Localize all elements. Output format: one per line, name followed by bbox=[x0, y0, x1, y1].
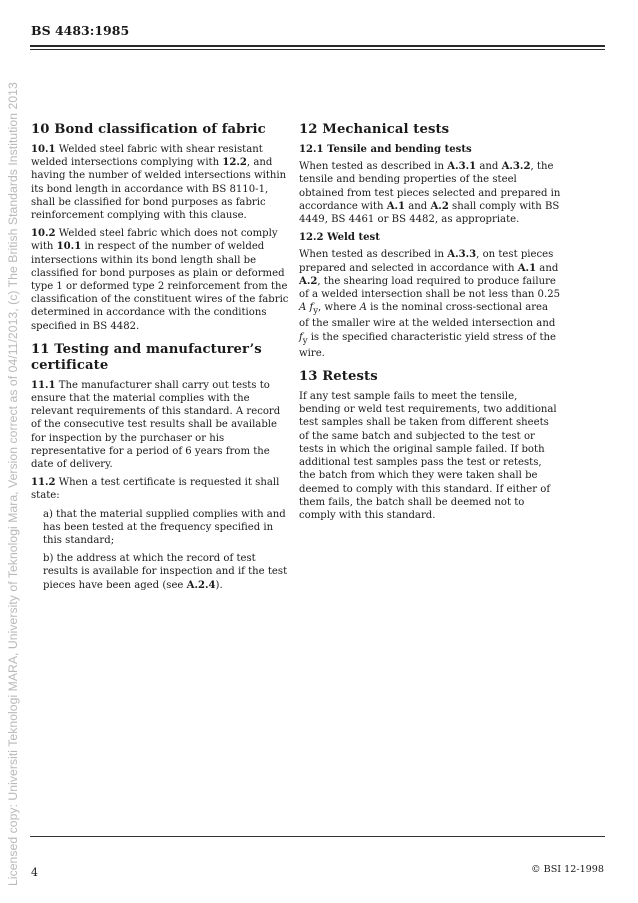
clause-text: and bbox=[536, 262, 559, 274]
clause-10-1 bbox=[31, 143, 293, 222]
footer-rule bbox=[30, 836, 605, 837]
list-item-a: a) that the material supplied complies with and has been tested at the frequency specified in this standard; bbox=[43, 508, 286, 547]
clause-13: If any test sample fails to meet the tensile, bending or weld test requirements, two additional test samples shall be taken from different sheets of the same batch and subjected to the test or tests in which the original sample failed. If both additional test samples pass the test or retests, the batch from which they were taken shall be deemed to comply with this standard. If either of them fails, the batch shall be deemed not to comply with this standard. bbox=[299, 391, 557, 521]
clause-number: 10.1 bbox=[31, 144, 56, 155]
clause-text: is the specified characteristic yield stress of the wire. bbox=[299, 331, 556, 359]
section-12-heading: 12 Mechanical tests bbox=[299, 122, 450, 137]
clause-text: shall comply with BS 4449, BS 4461 or BS 4482, as appropriate. bbox=[299, 200, 560, 226]
clause-11-1 bbox=[31, 379, 293, 471]
cross-reference: A.3.1 bbox=[447, 161, 477, 173]
clause-10-2 bbox=[31, 227, 293, 333]
clause-text: ). bbox=[215, 579, 223, 591]
cross-reference: 12.2 bbox=[222, 157, 247, 169]
clause-text: When tested as described in bbox=[299, 161, 448, 173]
section-10-heading: 10 Bond classification of fabric bbox=[31, 122, 266, 137]
clause-text: The manufacturer shall carry out tests to ensure that the material complies with the relevant requirements of this standard. A record of the consecutive test results shall be available for inspection by the purchaser or his representative for a period of 6 years from the date of delivery. bbox=[31, 379, 281, 471]
header-rule bbox=[30, 45, 605, 47]
clause-number: 11.2 bbox=[31, 477, 56, 489]
license-watermark: Licensed copy: Universiti Teknologi MARA, University of Teknologi Mara, Version correct as of 04/11/2013, (c) The British Standards Institution 2013 bbox=[6, 82, 20, 886]
clause-12-1-heading: 12.1 Tensile and bending tests bbox=[299, 144, 472, 155]
clause-number: 10.2 bbox=[31, 228, 56, 240]
cross-reference: A.2 bbox=[430, 200, 449, 212]
clause-text: , on test pieces prepared and selected in accordance with bbox=[299, 249, 554, 274]
cross-reference: A.1 bbox=[386, 200, 406, 212]
clause-text: b) the address at which the record of test results is available for inspection and if the test pieces have been aged (see bbox=[43, 553, 288, 591]
left-column bbox=[31, 122, 293, 597]
clause-text: , the tensile and bending properties of the steel obtained from test pieces selected and prepared in accordance with bbox=[299, 161, 561, 212]
symbol-subscript: y bbox=[313, 305, 319, 316]
list-item-b bbox=[43, 552, 293, 592]
clause-text: , the shearing load required to produce failure of a welded intersection shall be not less than 0.25 bbox=[299, 275, 561, 301]
symbol-area: A bbox=[359, 302, 367, 314]
cross-reference: A.2.4 bbox=[186, 579, 216, 591]
document-number: BS 4483:1985 bbox=[31, 23, 130, 38]
symbol-subscript: y bbox=[302, 334, 308, 345]
symbol-yield: f bbox=[299, 331, 303, 343]
clause-text: When a test certificate is requested it shall state: bbox=[31, 477, 280, 502]
section-11-heading: 11 Testing and manufacturer’s certificate bbox=[31, 341, 262, 373]
clause-11-2 bbox=[31, 476, 293, 502]
symbol-yield: f bbox=[309, 302, 314, 314]
clause-text: Welded steel fabric which does not comply with bbox=[31, 228, 278, 253]
clause-text: is the nominal cross-sectional area of the smaller wire at the welded intersection and bbox=[299, 302, 556, 330]
clause-text: , and having the number of welded intersections within its bond length in accordance with BS 8110-1, shall be classified for bond purposes as fabric reinforcement complying with this clause. bbox=[31, 157, 287, 222]
clause-text: When tested as described in bbox=[299, 249, 448, 261]
clause-text: and bbox=[405, 200, 431, 212]
cross-reference: A.3.2 bbox=[501, 161, 531, 173]
clause-text: , where bbox=[318, 302, 360, 314]
clause-12-1 bbox=[299, 160, 561, 226]
section-13-heading: 13 Retests bbox=[299, 369, 378, 385]
header-rule-thin bbox=[30, 49, 605, 50]
clause-text: in respect of the number of welded intersections within its bond length shall be classified for bond purposes as plain or deformed type 1 or deformed type 2 reinforcement from the classification of the constituent wires of the fabric determined in accordance with the conditions specified in BS 4482. bbox=[31, 241, 289, 332]
cross-reference: A.1 bbox=[517, 262, 537, 274]
cross-reference: A.2 bbox=[299, 275, 318, 287]
cross-reference: A.3.3 bbox=[447, 249, 477, 261]
right-column bbox=[299, 122, 561, 527]
clause-number: 11.1 bbox=[31, 379, 56, 391]
clause-12-2-heading: 12.2 Weld test bbox=[299, 232, 380, 244]
symbol-area: A bbox=[299, 302, 307, 314]
copyright-notice: © BSI 12-1998 bbox=[531, 864, 604, 875]
clause-text: Welded steel fabric with shear resistant welded intersections complying with bbox=[31, 144, 263, 169]
clause-12-2 bbox=[299, 248, 561, 360]
clause-text: and bbox=[476, 161, 502, 173]
cross-reference: 10.1 bbox=[56, 241, 82, 253]
page-number: 4 bbox=[31, 866, 38, 879]
